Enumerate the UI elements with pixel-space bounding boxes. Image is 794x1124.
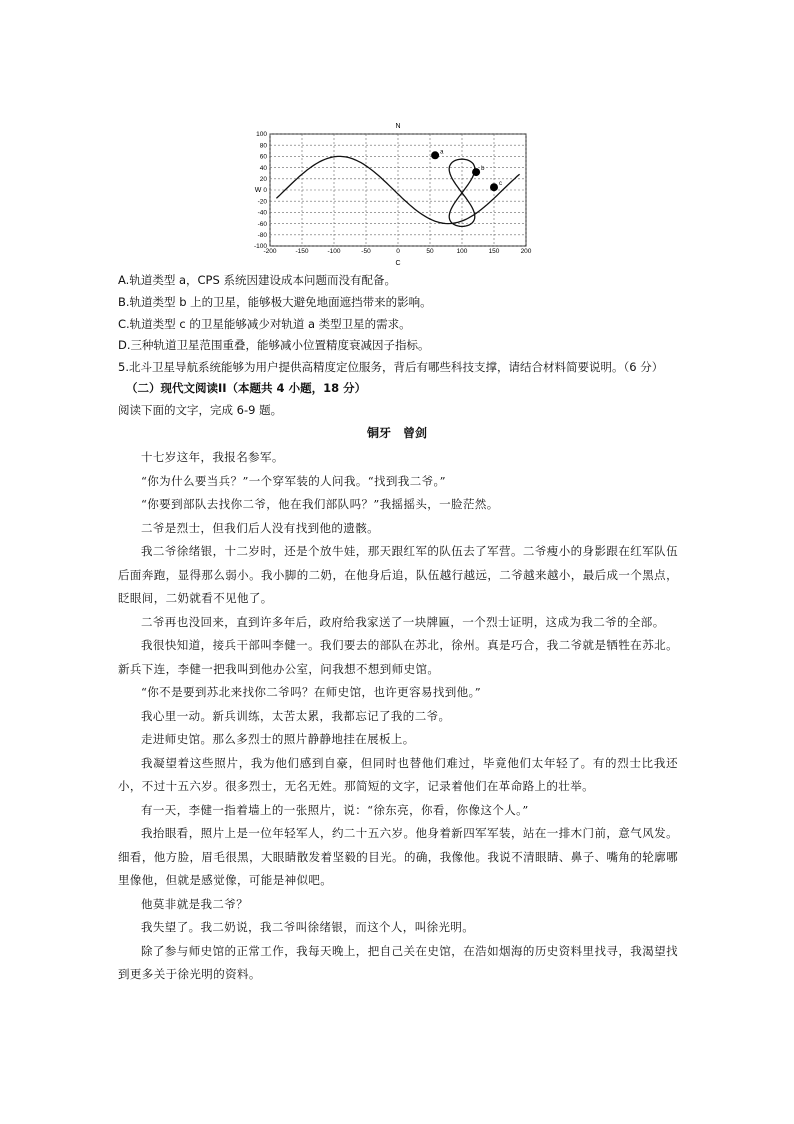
x-tick-label: 200 xyxy=(520,248,532,255)
article-paragraph: 二爷是烈士，但我们后人没有找到他的遗骸。 xyxy=(141,520,379,535)
article-title: 铜牙 曾剑 xyxy=(366,426,427,440)
section-heading: （二）现代文阅读II（本题共 4 小题，18 分） xyxy=(126,381,367,395)
article-paragraph: 我凝望着这些照片，我为他们感到自豪，但同时也替他们难过，毕竟他们太年轻了。有的烈士比我还小，不过十五六岁。很多烈士，无名无姓。那简短的文字，记录着他们在革命路上的壮举。 xyxy=(118,755,678,793)
x-tick-label: 0 xyxy=(396,248,400,255)
x-tick-label: 100 xyxy=(456,248,468,255)
point-label-c: c xyxy=(499,181,502,188)
article-paragraph: 十七岁这年，我报名参军。 xyxy=(141,450,284,464)
y-tick-label: -40 xyxy=(257,209,267,217)
article-paragraph: 我失望了。我二奶说，我二爷叫徐绪银，而这个人，叫徐光明。 xyxy=(141,920,475,934)
y-tick-label: -80 xyxy=(257,232,267,239)
option-c: C.轨道类型 c 的卫星能够减少对轨道 a 类型卫星的需求。 xyxy=(118,317,411,331)
x-tick-label: -50 xyxy=(361,248,371,255)
option-d: D.三种轨道卫星范围重叠，能够减小位置精度衰减因子指标。 xyxy=(118,338,430,352)
reading-instruction: 阅读下面的文字，完成 6-9 题。 xyxy=(118,403,283,417)
y-tick-label: 100 xyxy=(256,131,267,139)
x-tick-label: 50 xyxy=(426,248,434,255)
y-tick-label: 0 xyxy=(263,187,267,195)
ground-track-chart xyxy=(248,118,538,268)
article-paragraph: 有一天，李健一指着墙上的一张照片，说：“徐东亮，你看，你像这个人。” xyxy=(141,802,529,817)
point-b xyxy=(472,168,480,176)
axis-label-c: C xyxy=(395,260,401,267)
point-label-b: b xyxy=(481,166,485,173)
axis-label-north: N xyxy=(395,123,401,130)
article-paragraph: 他莫非就是我二爷？ xyxy=(141,896,249,911)
article-paragraph: 二爷再也没回来，直到许多年后，政府给我家送了一块牌匾，一个烈士证明，这成为我二爷的全部。 xyxy=(141,614,665,629)
y-tick-label: 40 xyxy=(259,164,267,172)
article-paragraph: 走进师史馆。那么多烈士的照片静静地挂在展板上。 xyxy=(141,732,415,746)
article-paragraph: 我心里一动。新兵训练，太苦太累，我都忘记了我的二爷。 xyxy=(141,708,451,723)
y-tick-label: 20 xyxy=(259,176,267,183)
question-5: 5.北斗卫星导航系统能够为用户提供高精度定位服务，背后有哪些科技支撑，请结合材料简要说明。（6 分） xyxy=(118,360,664,374)
article-paragraph: 我二爷徐绪银，十二岁时，还是个放牛娃，那天跟红军的队伍去了军营。二爷瘦小的身影跟在红军队伍后面奔跑，显得那么弱小。我小脚的二奶，在他身后追，队伍越行越远，二爷越来越小，最后成一个黑点，眨眼间，二奶就看不见他了。 xyxy=(118,544,678,605)
article-paragraph: “你为什么要当兵？”一个穿军装的人问我。“找到我二爷。” xyxy=(141,473,446,488)
point-a xyxy=(431,151,439,159)
y-tick-label: 80 xyxy=(259,142,267,150)
x-tick-label: 150 xyxy=(488,248,500,255)
x-tick-label: -150 xyxy=(295,248,309,255)
article-paragraph: 我很快知道，接兵干部叫李健一。我们要去的部队在苏北，徐州。真是巧合，我二爷就是牺牲在苏北。新兵下连，李健一把我叫到他办公室，问我想不想到师史馆。 xyxy=(118,638,678,676)
y-tick-label: -20 xyxy=(257,198,267,206)
article-paragraph: 除了参与师史馆的正常工作，我每天晚上，把自己关在史馆，在浩如烟海的历史资料里找寻，我渴望找到更多关于徐光明的资料。 xyxy=(118,943,678,981)
option-b: B.轨道类型 b 上的卫星，能够极大避免地面遮挡带来的影响。 xyxy=(118,295,432,309)
article-paragraph: “你不是要到苏北来找你二爷吗？在师史馆，也许更容易找到他。” xyxy=(141,685,482,699)
point-label-a: a xyxy=(440,149,444,156)
axis-label-west: W xyxy=(254,187,262,194)
y-tick-label: 60 xyxy=(259,153,267,161)
x-tick-label: -100 xyxy=(327,248,341,255)
article-paragraph: “你要到部队去找你二爷，他在我们部队吗？”我摇摇头，一脸茫然。 xyxy=(141,497,499,511)
article-paragraph: 我抬眼看，照片上是一位年轻军人，约二十五六岁。他身着新四军军装，站在一排木门前，意气风发。细看，他方脸，眉毛很黑，大眼睛散发着坚毅的目光。的确，我像他。我说不清眼睛、鼻子、嘴角的轮廓哪里像他，但就是感觉像，可能是神似吧。 xyxy=(118,826,678,887)
chart-svg xyxy=(248,118,538,268)
y-tick-label: -100 xyxy=(253,243,267,251)
y-tick-label: -60 xyxy=(257,220,267,228)
point-c xyxy=(490,183,498,191)
option-a: A.轨道类型 a，CPS 系统因建设成本问题而没有配备。 xyxy=(118,273,396,287)
chart-grid xyxy=(270,134,526,246)
x-tick-label: -200 xyxy=(263,248,277,255)
